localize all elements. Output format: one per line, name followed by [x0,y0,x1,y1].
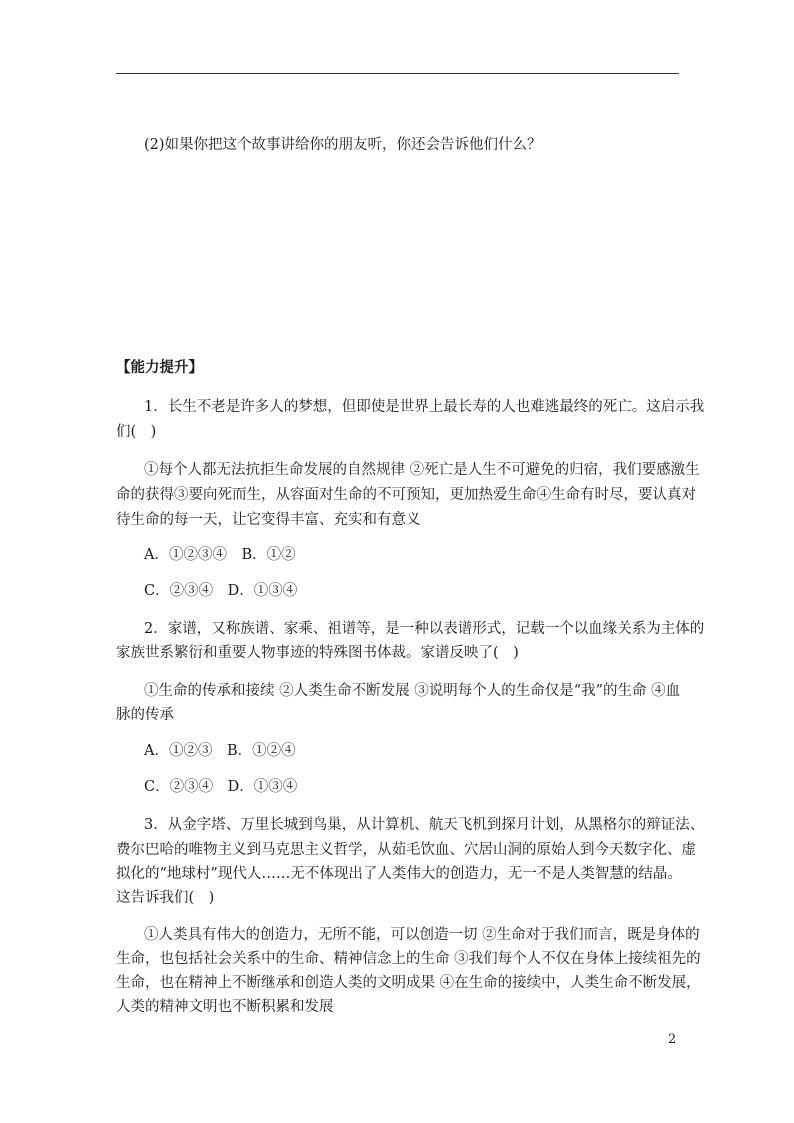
question-2-options-ab: A．①②③ B．①②④ [144,743,296,759]
question-1-options-cd: C．②③④ D．①③④ [144,583,298,599]
question-1-statement-line: 待生命的每一天，让它变得丰富、充实和有意义 [116,512,421,528]
question-2-stem-line: 家族世系繁衍和重要人物事迹的特殊图书体裁。家谱反映了( ) [116,645,519,661]
page-number: 2 [668,1032,677,1047]
question-2-statement-line: 脉的传承 [116,707,174,723]
question-1-statement-line: 命的获得③要向死而生，从容面对生命的不可预知，更加热爱生命④生命有时尽，要认真对 [116,487,696,503]
question-3-stem-line: 费尔巴哈的唯物主义到马克思主义哲学，从茹毛饮血、穴居山洞的原始人到今天数字化、虚 [116,842,696,858]
question-1-stem-line: 们( ) [116,424,157,440]
question-2-statement-line: ①生命的传承和接续 ②人类生命不断发展 ③说明每个人的生命仅是“我”的生命 ④血 [144,683,681,699]
question-3-statement-line: 人类的精神文明也不断积累和发展 [116,999,334,1015]
question-1-statement-line: ①每个人都无法抗拒生命发展的自然规律 ②死亡是人生不可避免的归宿，我们要感激生 [144,462,700,478]
question-3-stem-line: 3．从金字塔、万里长城到鸟巢，从计算机、航天飞机到探月计划，从黑格尔的辩证法、 [144,817,705,833]
question-3-statement-line: ①人类具有伟大的创造力，无所不能，可以创造一切 ②生命对于我们而言，既是身体的 [144,927,700,943]
question-3-statement-line: 生命，也在精神上不断继承和创造人类的文明成果 ④在生命的接续中，人类生命不断发展， [116,975,701,991]
question-3-stem-line: 这告诉我们( ) [116,890,215,906]
header-rule [116,73,679,74]
question-3-stem-line: 拟化的“地球村”现代人……无不体现出了人类伟大的创造力，无一不是人类智慧的结晶。 [116,866,682,882]
question-2-stem-line: 2．家谱，又称族谱、家乘、祖谱等，是一种以表谱形式，记载一个以血缘关系为主体的 [144,621,705,637]
question-1-options-ab: A．①②③④ B．①② [144,547,296,563]
section-title: 【能力提升】 [116,359,203,376]
sub-question-2: (2)如果你把这个故事讲给你的朋友听，你还会告诉他们什么？ [144,137,542,153]
question-1-stem-line: 1．长生不老是许多人的梦想，但即使是世界上最长寿的人也难逃最终的死亡。这启示我 [144,399,705,415]
question-3-statement-line: 生命，也包括社会关系中的生命、精神信念上的生命 ③我们每个人不仅在身体上接续祖先的 [116,951,701,967]
question-2-options-cd: C．②③④ D．①③④ [144,779,298,795]
